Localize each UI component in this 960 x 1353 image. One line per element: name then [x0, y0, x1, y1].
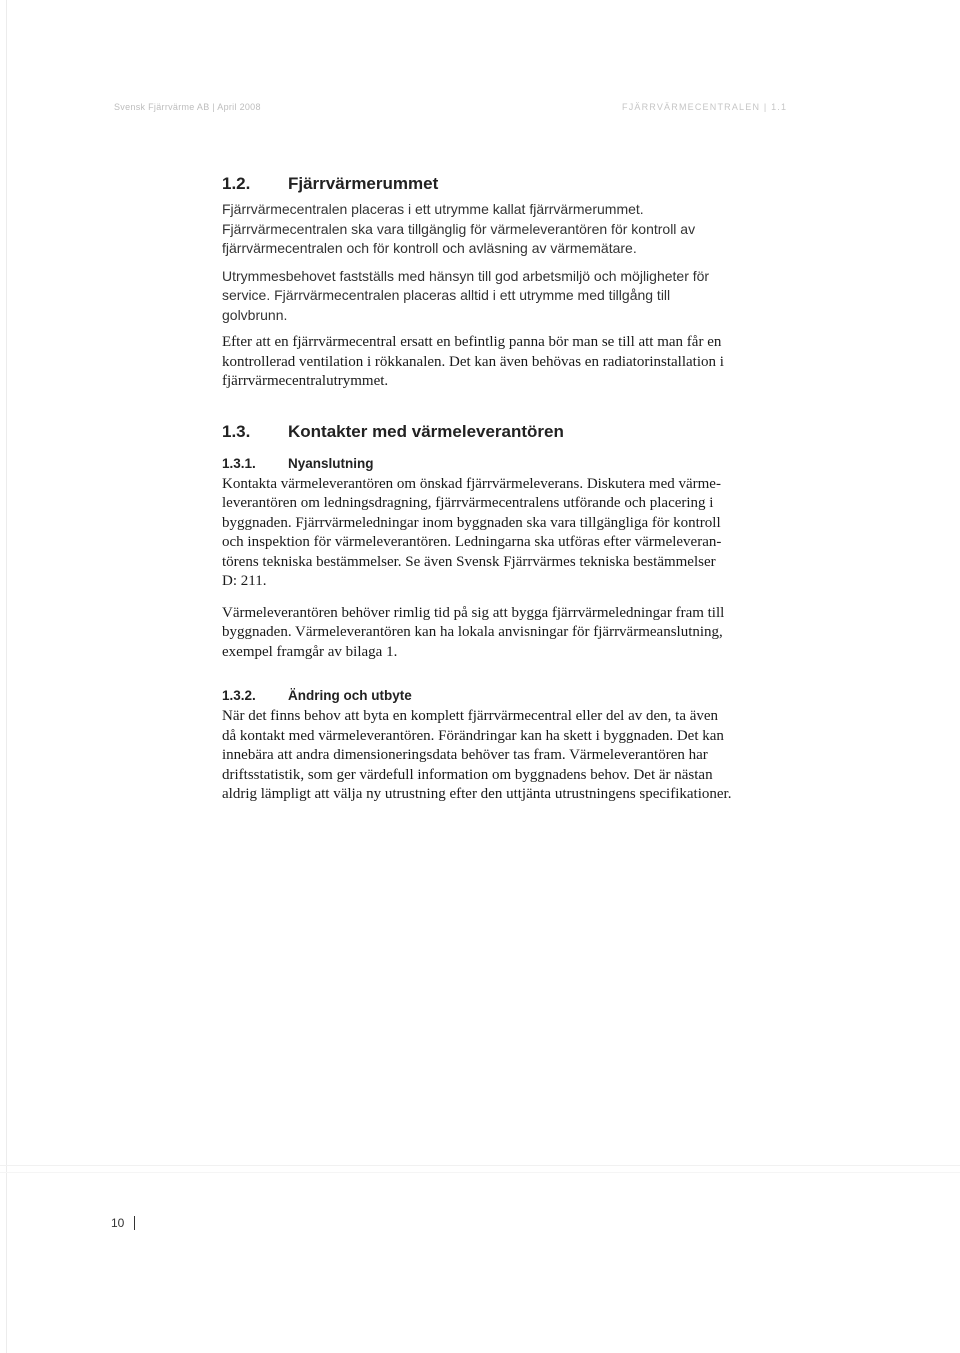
section-heading-1-3-2	[222, 688, 782, 703]
section-number: 1.3.1.	[222, 455, 256, 471]
text-line: innebära att andra dimensioneringsdata behöver tas fram. Värmeleverantören har	[222, 747, 708, 763]
text-line: och inspektion för värmeleverantören. Ledningarna ska utföras efter värmeleveran-	[222, 534, 722, 550]
text-line: Utrymmesbehovet fastställs med hänsyn till god arbetsmiljö och möjligheter för	[222, 267, 710, 284]
text-line: driftsstatistik, som ger värdefull information om byggnadens behov. Det är nästan	[222, 766, 713, 783]
text-line: törens tekniska bestämmelser. Se även Svensk Fjärrvärmes tekniska bestämmelser	[222, 553, 716, 570]
section-title: Fjärrvärmerummet	[288, 174, 439, 193]
text-line: Efter att en fjärrvärmecentral ersatt en befintlig panna bör man se till att man får en	[222, 334, 722, 350]
running-header-right: FJÄRRVÄRMECENTRALEN | 1.1	[622, 102, 788, 112]
paragraph-1-3-2-a	[222, 707, 782, 805]
paragraph-1-3-1-b	[222, 604, 782, 663]
section-number: 1.3.2.	[222, 688, 256, 703]
page-number	[111, 1216, 135, 1230]
section-number: 1.3.	[222, 421, 251, 441]
text-line: byggnaden. Värmeleverantören kan ha lokala anvisningar för fjärrvärmeanslutning,	[222, 624, 723, 640]
text-line: service. Fjärrvärmecentralen placeras alltid i ett utrymme med tillgång till	[222, 287, 671, 303]
section-number: 1.2.	[222, 174, 251, 193]
text-line: D: 211.	[222, 573, 267, 589]
text-line: leverantören om ledningsdragning, fjärrvärmecentralens utförande och placering i	[222, 495, 714, 511]
paragraph-1-2-a	[222, 200, 782, 259]
text-line: fjärrvärmecentralutrymmet.	[222, 373, 389, 389]
document-body	[222, 174, 782, 805]
text-line: Kontakta värmeleverantören om önskad fjärrvärmeleverans. Diskutera med värme-	[222, 475, 721, 492]
text-line: När det finns behov att byta en komplett fjärrvärmecentral eller del av den, ta även	[222, 708, 719, 724]
running-header-left: Svensk Fjärrvärme AB | April 2008	[114, 102, 261, 112]
text-line: Fjärrvärmecentralen ska vara tillgänglig för värmeleverantören för kontroll av	[222, 220, 696, 237]
paragraph-1-2-b	[222, 267, 782, 326]
paragraph-1-3-1-a	[222, 475, 782, 592]
page-edge	[6, 0, 7, 1353]
footer-divider	[0, 1172, 960, 1173]
page-number-value: 10	[111, 1216, 125, 1230]
text-line: golvbrunn.	[222, 306, 288, 323]
section-title: Ändring och utbyte	[288, 688, 412, 703]
page-number-separator	[134, 1216, 135, 1230]
section-title: Nyanslutning	[288, 455, 374, 471]
footer-divider	[0, 1165, 960, 1166]
section-heading-1-3-1	[222, 456, 782, 471]
text-line: exempel framgår av bilaga 1.	[222, 643, 398, 660]
text-line: byggnaden. Fjärrvärmeledningar inom byggnaden ska vara tillgängliga för kontroll	[222, 514, 721, 531]
text-line: Fjärrvärmecentralen placeras i ett utrymme kallat fjärrvärmerummet.	[222, 201, 644, 217]
section-title: Kontakter med värmeleverantören	[288, 421, 564, 441]
text-line: aldrig lämpligt att välja ny utrustning efter den uttjänta utrustningens specifikationer.	[222, 786, 732, 802]
section-heading-1-2	[222, 174, 782, 194]
section-heading-1-3	[222, 422, 782, 442]
text-line: Värmeleverantören behöver rimlig tid på sig att bygga fjärrvärmeledningar fram till	[222, 604, 725, 621]
paragraph-1-2-c	[222, 333, 782, 392]
text-line: fjärrvärmecentralen och för kontroll och avläsning av värmemätare.	[222, 240, 637, 256]
text-line: kontrollerad ventilation i rökkanalen. Det kan även behövas en radiatorinstallation i	[222, 353, 724, 370]
text-line: då kontakt med värmeleverantören. Förändringar kan ha skett i byggnaden. Det kan	[222, 727, 724, 744]
